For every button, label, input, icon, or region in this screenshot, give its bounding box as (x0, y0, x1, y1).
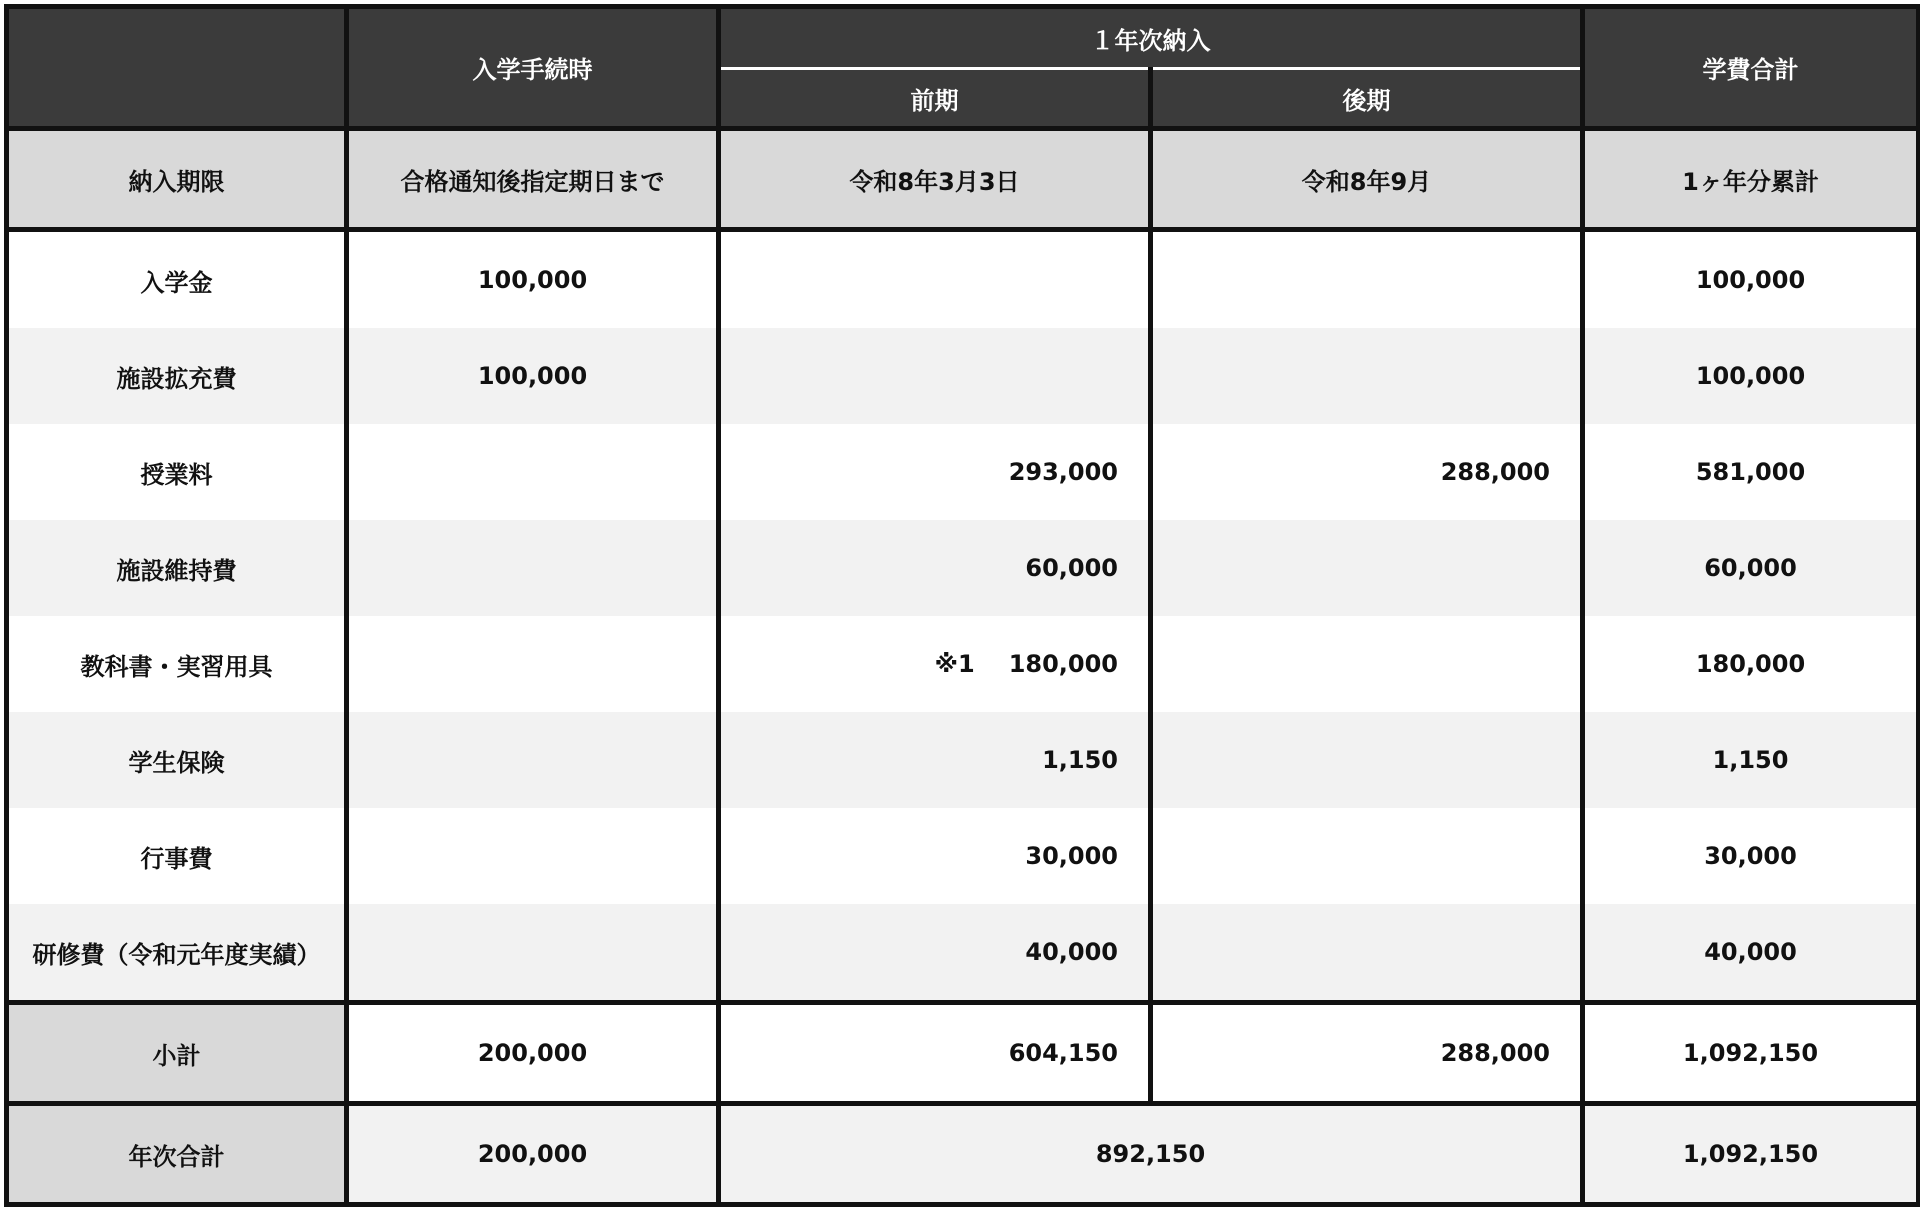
item-label: 施設拡充費 (7, 328, 347, 424)
item-second-half: 288,000 (1151, 424, 1583, 520)
tuition-fee-table (4, 4, 1920, 1207)
deadline-label: 納入期限 (7, 129, 347, 230)
item-admission (347, 712, 719, 808)
item-admission (347, 424, 719, 520)
item-first-half-value: 60,000 (1025, 554, 1118, 582)
item-second-half (1151, 712, 1583, 808)
item-first-half (719, 616, 1151, 712)
annual-total-row (7, 1104, 1919, 1205)
header-second-half: 後期 (1151, 69, 1583, 129)
item-total: 581,000 (1583, 424, 1919, 520)
item-first-half (719, 424, 1151, 520)
item-label: 研修費（令和元年度実績） (7, 904, 347, 1003)
item-first-half (719, 808, 1151, 904)
header-first-half: 前期 (719, 69, 1151, 129)
item-second-half (1151, 520, 1583, 616)
item-admission (347, 808, 719, 904)
item-total: 60,000 (1583, 520, 1919, 616)
annual-total-admission: 200,000 (347, 1104, 719, 1205)
item-total: 100,000 (1583, 230, 1919, 329)
item-second-half (1151, 328, 1583, 424)
item-total: 100,000 (1583, 328, 1919, 424)
item-total: 40,000 (1583, 904, 1919, 1003)
item-second-half (1151, 616, 1583, 712)
deadline-first-half: 令和8年3月3日 (719, 129, 1151, 230)
item-label: 授業料 (7, 424, 347, 520)
subtotal-row (7, 1003, 1919, 1104)
annual-total-total: 1,092,150 (1583, 1104, 1919, 1205)
table-row (7, 230, 1919, 329)
subtotal-label: 小計 (7, 1003, 347, 1104)
item-admission (347, 904, 719, 1003)
item-note: ※1 (934, 650, 975, 678)
subtotal-total: 1,092,150 (1583, 1003, 1919, 1104)
annual-total-first-year: 892,150 (719, 1104, 1583, 1205)
item-label: 入学金 (7, 230, 347, 329)
table-row (7, 328, 1919, 424)
deadline-row (7, 129, 1919, 230)
item-admission: 100,000 (347, 328, 719, 424)
table-row (7, 424, 1919, 520)
deadline-total: 1ヶ年分累計 (1583, 129, 1919, 230)
annual-total-label: 年次合計 (7, 1104, 347, 1205)
deadline-second-half: 令和8年9月 (1151, 129, 1583, 230)
item-second-half (1151, 808, 1583, 904)
header-admission: 入学手続時 (347, 7, 719, 129)
item-first-half-value: 180,000 (1008, 650, 1118, 678)
item-first-half (719, 520, 1151, 616)
header-total: 学費合計 (1583, 7, 1919, 129)
item-admission (347, 616, 719, 712)
table-row (7, 616, 1919, 712)
item-total: 1,150 (1583, 712, 1919, 808)
subtotal-admission: 200,000 (347, 1003, 719, 1104)
table-row (7, 904, 1919, 1003)
table-row (7, 808, 1919, 904)
item-admission: 100,000 (347, 230, 719, 329)
item-first-half-value: 30,000 (1025, 842, 1118, 870)
subtotal-first-half: 604,150 (719, 1003, 1151, 1104)
item-admission (347, 520, 719, 616)
item-label: 教科書・実習用具 (7, 616, 347, 712)
item-first-half (719, 328, 1151, 424)
header-row-top (7, 7, 1919, 69)
item-label: 施設維持費 (7, 520, 347, 616)
item-first-half-value: 1,150 (1042, 746, 1118, 774)
table-row (7, 520, 1919, 616)
table-row (7, 712, 1919, 808)
subtotal-second-half: 288,000 (1151, 1003, 1583, 1104)
item-label: 行事費 (7, 808, 347, 904)
item-first-half (719, 904, 1151, 1003)
item-first-half-value: 293,000 (1008, 458, 1118, 486)
item-label: 学生保険 (7, 712, 347, 808)
item-second-half (1151, 230, 1583, 329)
item-first-half-value: 40,000 (1025, 938, 1118, 966)
deadline-admission: 合格通知後指定期日まで (347, 129, 719, 230)
item-first-half (719, 230, 1151, 329)
item-total: 180,000 (1583, 616, 1919, 712)
header-first-year: １年次納入 (719, 7, 1583, 69)
item-total: 30,000 (1583, 808, 1919, 904)
header-corner-cell (7, 7, 347, 129)
item-first-half (719, 712, 1151, 808)
item-second-half (1151, 904, 1583, 1003)
